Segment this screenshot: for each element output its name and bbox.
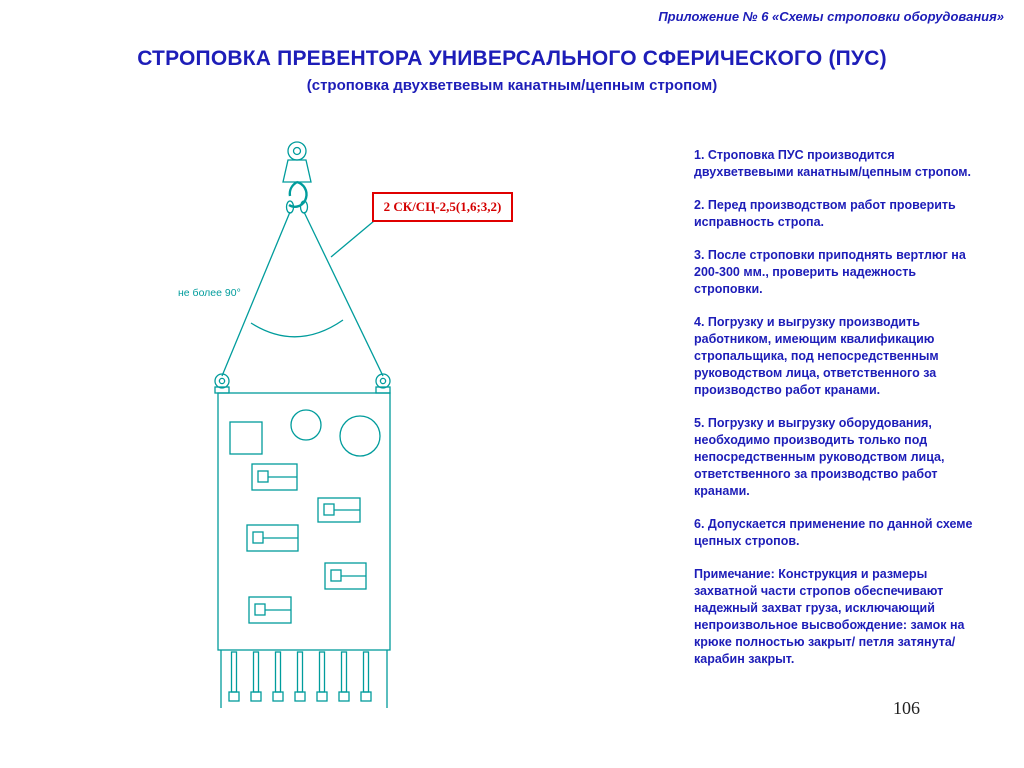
- outlet-plate: [247, 525, 298, 551]
- outlet-plate: [249, 597, 291, 623]
- angle-arc: [251, 320, 343, 337]
- note-text: Конструкция и размеры захватной части стропов обеспечивают надежный захват груза, исключающий непроизвольное высвобождение: замок на крюке полностью закрыт/ петля затянута/ карабин закрыт.: [694, 567, 965, 666]
- note-label: Примечание:: [694, 567, 775, 581]
- appendix-header: Приложение № 6 «Схемы строповки оборудования»: [658, 9, 1004, 24]
- label-leader-line: [331, 221, 374, 257]
- outlet-plate: [325, 563, 366, 589]
- instruction-item: 2. Перед производством работ проверить исправность стропа.: [694, 198, 956, 229]
- hook-assembly-icon: [283, 142, 311, 213]
- equipment-body: [218, 393, 390, 650]
- slide-title: СТРОПОВКА ПРЕВЕНТОРА УНИВЕРСАЛЬНОГО СФЕРИЧЕСКОГО (ПУС): [137, 47, 887, 70]
- instruction-item: 4. Погрузку и выгрузку производить работником, имеющим квалификацию стропальщика, под непосредственным руководством лица, ответственного за производство работ кранами.: [694, 315, 939, 397]
- note: [694, 566, 981, 668]
- instruction-item: 3. После строповки приподнять вертлюг на 200-300 мм., проверить надежность строповки.: [694, 248, 966, 296]
- instructions-list: [694, 147, 981, 684]
- instruction-item: 5. Погрузку и выгрузку оборудования, необходимо производить только под непосредственным руководством лица, ответственного за производство работ кранами.: [694, 416, 945, 498]
- sling-label: 2 СК/СЦ-2,5(1,6;3,2): [383, 199, 502, 214]
- angle-label: не более 90°: [178, 287, 241, 299]
- page-number: 106: [893, 698, 920, 718]
- outlet-plate: [318, 498, 360, 522]
- instruction-item: 6. Допускается применение по данной схеме цепных стропов.: [694, 517, 973, 548]
- slide-subtitle: (строповка двухветвевым канатным/цепным стропом): [306, 77, 718, 94]
- bottom-studs: [221, 650, 387, 708]
- sling-label-box: [372, 192, 513, 222]
- outlet-plate: [252, 464, 297, 490]
- instruction-item: 1. Строповка ПУС производится двухветвевыми канатным/цепным стропом.: [694, 148, 972, 179]
- lifting-lugs: [215, 374, 390, 393]
- sling-lines: [222, 212, 383, 376]
